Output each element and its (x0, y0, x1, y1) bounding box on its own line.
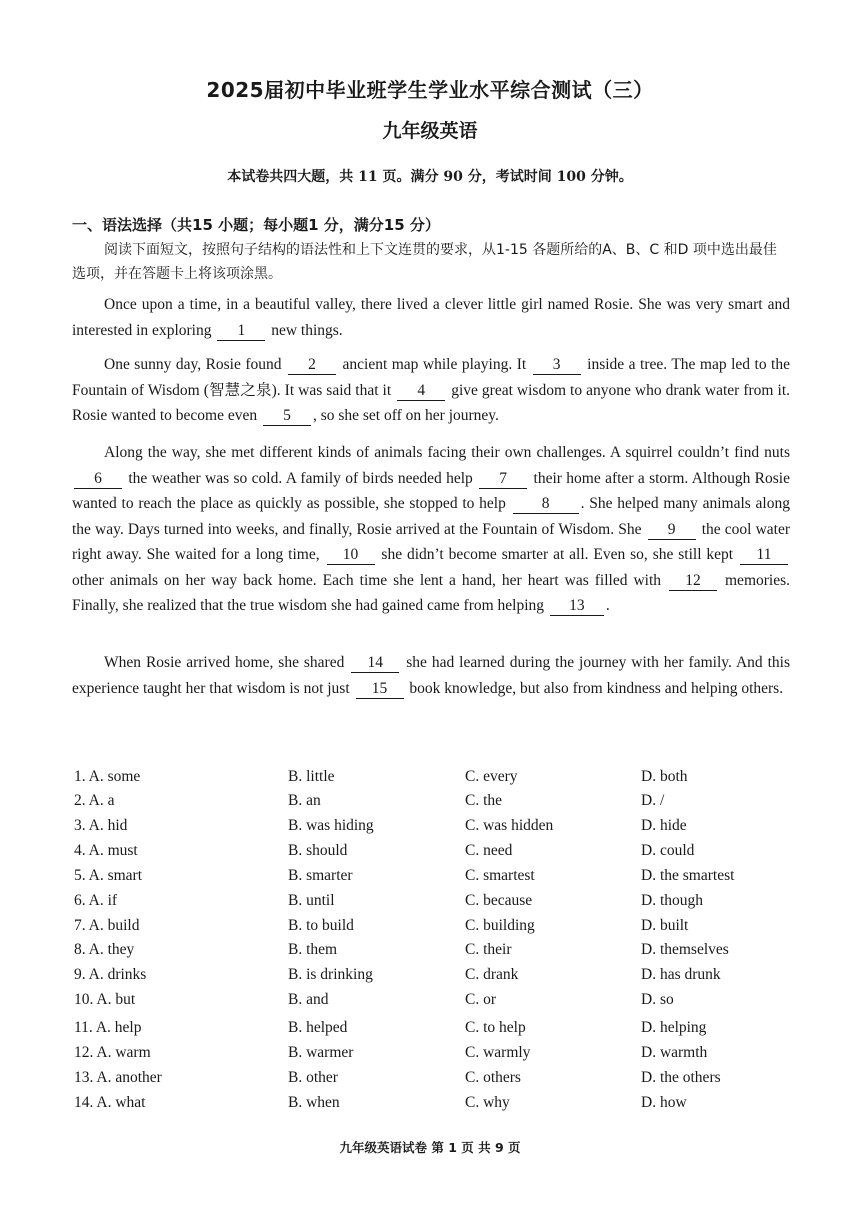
option-d: D. warmth (641, 1044, 708, 1061)
option-b: B. smarter (288, 867, 353, 884)
option-d: D. helping (641, 1019, 707, 1036)
option-d: D. has drunk (641, 966, 721, 983)
option-c: C. smartest (465, 867, 535, 884)
option-d: D. how (641, 1094, 687, 1111)
passage-text: When Rosie arrived home, she shared (104, 654, 350, 671)
option-a: 11. A. help (74, 1019, 142, 1036)
question-4-options (74, 842, 794, 864)
passage-paragraph-2 (72, 352, 790, 429)
exam-subtitle: 九年级英语 (382, 120, 478, 142)
option-c: C. or (465, 991, 496, 1008)
question-5-options (74, 867, 794, 889)
option-d: D. the smartest (641, 867, 735, 884)
passage-text: she had learned during the journey with her family. And this experience taught her that wisdom is not just (72, 654, 790, 697)
option-c: C. their (465, 941, 512, 958)
question-1-options (74, 768, 794, 790)
blank-15: 15 (356, 680, 404, 699)
option-d: D. the others (641, 1069, 721, 1086)
option-a: 3. A. hid (74, 817, 128, 834)
option-c: C. need (465, 842, 513, 859)
passage-text: book knowledge, but also from kindness and helping others. (405, 679, 784, 697)
section-instruction: 阅读下面短文，按照句子结构的语法性和上下文连贯的要求，从1-15 各题所给的A、B、C 和D 项中选出最佳选项，并在答题卡上将该项涂黑。 (72, 242, 777, 282)
blank-8: 8 (513, 495, 579, 514)
option-b: B. to build (288, 917, 354, 934)
blank-14: 14 (351, 654, 399, 673)
option-b: B. should (288, 842, 348, 859)
passage-paragraph-3 (72, 440, 790, 619)
option-a: 4. A. must (74, 842, 138, 859)
question-14-options (74, 1094, 794, 1116)
option-a: 6. A. if (74, 892, 118, 909)
option-b: B. little (288, 768, 335, 785)
option-a: 2. A. a (74, 792, 115, 809)
option-a: 7. A. build (74, 917, 140, 934)
blank-7: 7 (479, 470, 527, 489)
passage-text: other animals on her way back home. Each time she lent a hand, her heart was filled with (72, 571, 668, 589)
question-3-options (74, 817, 794, 839)
blank-11: 11 (740, 546, 788, 565)
option-a: 5. A. smart (74, 867, 143, 884)
blank-3: 3 (533, 356, 581, 375)
option-b: B. was hiding (288, 817, 374, 834)
passage-paragraph-1 (72, 292, 790, 343)
option-a: 10. A. but (74, 991, 136, 1008)
blank-5: 5 (263, 407, 311, 426)
option-c: C. warmly (465, 1044, 531, 1061)
option-b: B. warmer (288, 1044, 354, 1061)
passage-text: . She helped many animals along the way. Days turned into weeks, and finally, Rosie arrived at the Fountain of Wisdom. She (72, 495, 790, 538)
option-a: 12. A. warm (74, 1044, 151, 1061)
question-13-options (74, 1069, 794, 1091)
option-d: D. both (641, 768, 688, 785)
option-b: B. when (288, 1094, 340, 1111)
passage-text: Once upon a time, in a beautiful valley, there lived a clever little girl named Rosie. She was very smart and interested in exploring (72, 296, 790, 339)
exam-info: 本试卷共四大题，共 11 页。满分 90 分，考试时间 100 分钟。 (227, 169, 633, 185)
passage-text: new things. (267, 321, 343, 339)
passage-text: . (605, 597, 610, 614)
option-b: B. other (288, 1069, 338, 1086)
passage-paragraph-4 (72, 650, 790, 701)
blank-13: 13 (550, 597, 604, 616)
option-c: C. the (465, 792, 503, 809)
option-d: D. so (641, 991, 674, 1008)
option-d: D. could (641, 842, 695, 859)
passage-text: their home after a storm. Although Rosie wanted to reach the place as quickly as possible, she stopped to help (72, 469, 790, 512)
passage-text: the cool water right away. She waited for a long time, (72, 520, 790, 563)
option-d: D. themselves (641, 941, 729, 958)
question-10-options (74, 991, 794, 1013)
blank-6: 6 (74, 470, 122, 489)
option-c: C. others (465, 1069, 521, 1086)
exam-title: 2025届初中毕业班学生学业水平综合测试（三） (206, 78, 654, 102)
passage-text: ancient map while playing. It (338, 356, 531, 373)
option-b: B. an (288, 792, 321, 809)
blank-10: 10 (327, 546, 375, 565)
question-6-options (74, 892, 794, 914)
passage-text: inside a tree. The map led to the Fountain of Wisdom (智慧之泉). It was said that it (72, 356, 790, 399)
option-b: B. helped (288, 1019, 348, 1036)
blank-12: 12 (669, 572, 717, 591)
question-8-options (74, 941, 794, 963)
option-b: B. until (288, 892, 335, 909)
blank-2: 2 (288, 356, 336, 375)
question-2-options (74, 792, 794, 814)
option-b: B. is drinking (288, 966, 373, 983)
option-a: 1. A. some (74, 768, 141, 785)
passage-text: One sunny day, Rosie found (104, 356, 287, 373)
passage-text: Along the way, she met different kinds of animals facing their own challenges. A squirrel couldn’t find nuts (104, 444, 790, 461)
passage-text: the weather was so cold. A family of birds needed help (124, 469, 478, 487)
question-7-options (74, 917, 794, 939)
question-12-options (74, 1044, 794, 1066)
option-d: D. built (641, 917, 689, 934)
passage-text: memories. Finally, she realized that the true wisdom she had gained came from helping (72, 571, 791, 614)
blank-4: 4 (397, 382, 445, 401)
section-heading: 一、语法选择（共15 小题；每小题1 分，满分15 分） (72, 216, 440, 234)
option-d: D. though (641, 892, 703, 909)
option-b: B. and (288, 991, 329, 1008)
question-9-options (74, 966, 794, 988)
page-footer: 九年级英语试卷 第 1 页 共 9 页 (339, 1140, 521, 1155)
question-11-options (74, 1019, 794, 1041)
option-c: C. every (465, 768, 518, 785)
option-a: 14. A. what (74, 1094, 146, 1111)
option-c: C. why (465, 1094, 510, 1111)
option-a: 9. A. drinks (74, 966, 147, 983)
option-c: C. was hidden (465, 817, 554, 834)
option-c: C. because (465, 892, 533, 909)
option-c: C. drank (465, 966, 519, 983)
option-d: D. / (641, 792, 665, 809)
option-c: C. to help (465, 1019, 526, 1036)
option-c: C. building (465, 917, 535, 934)
blank-1: 1 (217, 322, 265, 341)
passage-text: , so she set off on her journey. (312, 407, 499, 424)
blank-9: 9 (648, 521, 696, 540)
option-b: B. them (288, 941, 338, 958)
passage-text: she didn’t become smarter at all. Even so, she still kept (376, 546, 738, 563)
option-d: D. hide (641, 817, 687, 834)
option-a: 8. A. they (74, 941, 135, 958)
passage-text: give great wisdom to anyone who drank water from it. Rosie wanted to become even (72, 381, 790, 424)
option-a: 13. A. another (74, 1069, 162, 1086)
